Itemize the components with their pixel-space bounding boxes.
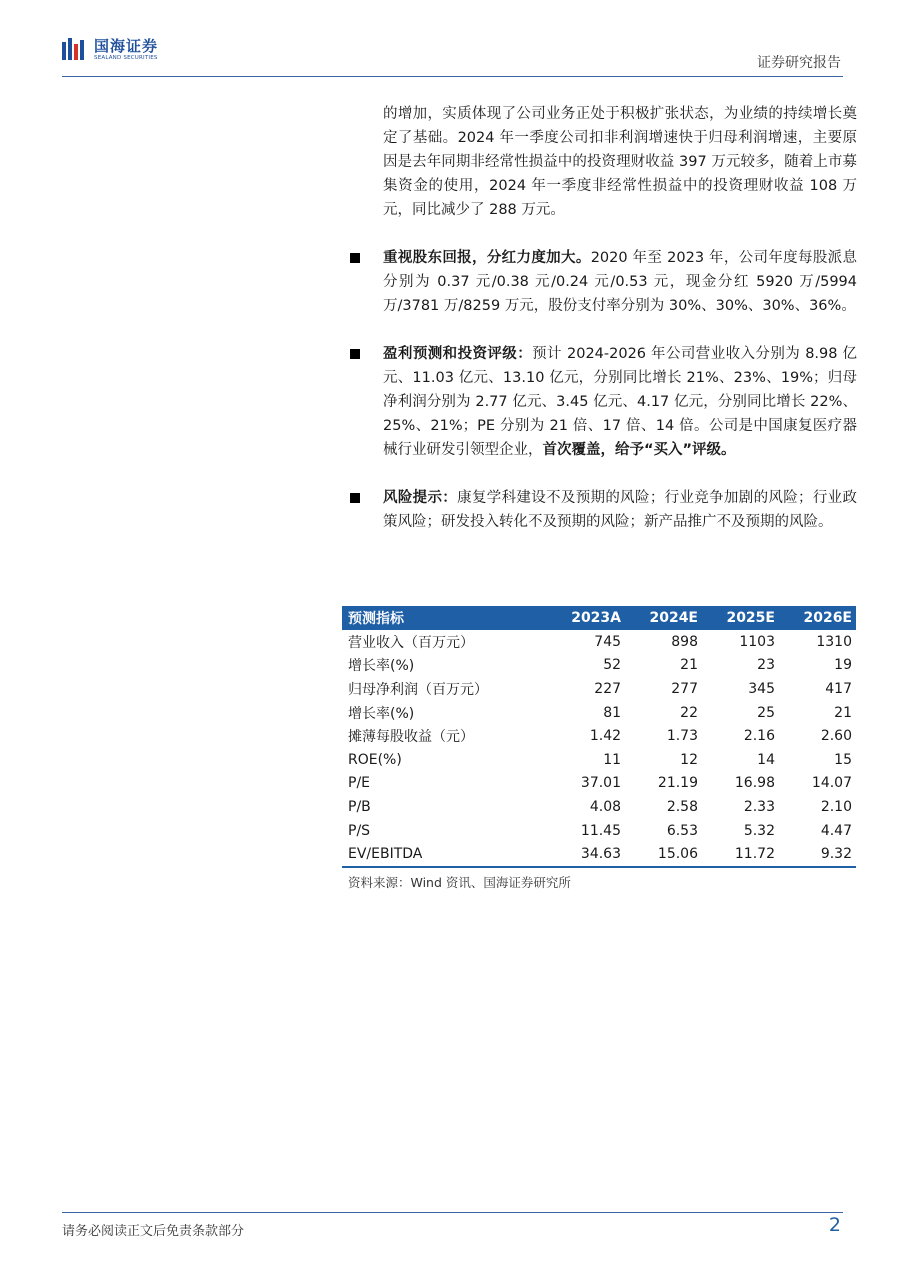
table-cell: 745 [594, 633, 622, 650]
header-cell: 预测指标 [342, 606, 546, 630]
square-bullet-icon [350, 349, 360, 359]
table-cell: 22 [680, 704, 698, 721]
table-cell: 227 [594, 680, 622, 697]
header-cell: 2025E [702, 606, 779, 630]
table-cell: 2.33 [743, 798, 775, 815]
table-cell: 9.32 [779, 842, 856, 867]
bullet-lead: 重视股东回报，分红力度加大。 [383, 250, 591, 266]
bullet-text: 康复学科建设不及预期的风险；行业竞争加剧的风险；行业政策风险；研发投入转化不及预期的风险；新产品推广不及预期的风险。 [383, 490, 858, 530]
table-cell: P/E [348, 775, 371, 792]
table-row [342, 795, 856, 819]
table-cell: 11 [603, 751, 622, 768]
table-row [342, 842, 856, 867]
table-cell: 277 [671, 680, 698, 697]
bullet-text: 预计 2024-2026 年公司营业收入分别为 8.98 亿元、11.03 亿元、13.10 亿元，分别同比增长 21%、23%、19%；归母净利润分别为 2.77 亿元、3.45 亿元、4.17 亿元，分别同比增长 22%、25%、21%；PE 分别为 21 倍、17 倍、14 倍。公司是中国康复医疗器械行业研发引领型企业， [383, 346, 858, 458]
table-row [342, 819, 856, 843]
bullet-risk [383, 486, 857, 534]
table-cell: 21 [680, 657, 698, 674]
table-header-row [342, 606, 856, 630]
header-divider [62, 76, 843, 77]
report-type-title: 证券研究报告 [757, 55, 841, 71]
intro-paragraph: 的增加，实质体现了公司业务正处于积极扩张状态，为业绩的持续增长奠定了基础。2024 年一季度公司扣非利润增速快于归母利润增速，主要原因是去年同期非经常性损益中的投资理财收益 397 万元较多，随着上市募集资金的使用，2024 年一季度非经常性损益中的投资理财收益 108 万元，同比减少了 288 万元。 [383, 106, 857, 218]
table-source-note: 资料来源：Wind 资讯、国海证券研究所 [348, 875, 571, 890]
table-cell: 14.07 [811, 775, 852, 792]
bullet-lead: 风险提示： [383, 490, 458, 506]
table-row [342, 724, 856, 748]
table-cell: 14 [757, 751, 775, 768]
table-cell: ROE(%) [348, 751, 402, 768]
rating-text: 首次覆盖，给予“买入”评级。 [542, 442, 736, 458]
table-cell: 营业收入（百万元） [348, 634, 474, 651]
table-cell: 2.16 [743, 728, 775, 745]
table-cell: 21.19 [657, 775, 698, 792]
table-cell: 25 [757, 704, 775, 721]
table-cell: 6.53 [666, 822, 698, 839]
table-cell: 11.72 [702, 842, 779, 867]
logo-cn-text: 国海证券 [94, 36, 159, 55]
header-cell: 2023A [546, 606, 625, 630]
table-cell: P/B [348, 798, 371, 815]
table-cell: 81 [603, 704, 622, 721]
table-cell: 增长率(%) [348, 705, 415, 722]
table-cell: 1.42 [589, 728, 622, 745]
table-cell: 21 [834, 704, 852, 721]
table-cell: 34.63 [546, 842, 625, 867]
table-cell: 1103 [739, 633, 775, 650]
table-cell: 52 [603, 657, 622, 674]
table-cell: 345 [748, 680, 775, 697]
table-cell: 15.06 [625, 842, 702, 867]
bullet-forecast [383, 342, 857, 462]
table-cell: 2.10 [820, 798, 852, 815]
table-cell: 16.98 [734, 775, 775, 792]
table-row [342, 654, 856, 678]
page-number: 2 [828, 1214, 841, 1236]
bullet-text: 2020 年至 2023 年，公司年度每股派息分别为 0.37 元/0.38 元/0.24 元/0.53 元，现金分红 5920 万/5994 万/3781 万/8259 万元，股份支付率分别为 30%、30%、30%、36%。 [383, 250, 857, 314]
bullet-lead: 盈利预测和投资评级： [383, 346, 533, 362]
table-row [342, 677, 856, 701]
table-cell: 417 [825, 680, 852, 697]
footer-divider [62, 1212, 843, 1213]
table-row [342, 630, 856, 654]
table-cell: P/S [348, 822, 371, 839]
table-cell: 摊薄每股收益（元） [348, 729, 474, 746]
bullet-dividend [383, 246, 857, 318]
table-row [342, 772, 856, 796]
table-cell: EV/EBITDA [342, 842, 546, 867]
header-cell: 2026E [779, 606, 856, 630]
table-row [342, 748, 856, 772]
table-cell: 11.45 [580, 822, 622, 839]
logo-mark-icon [62, 38, 88, 62]
square-bullet-icon [350, 493, 360, 503]
logo-en-text: SEALAND SECURITIES [94, 54, 158, 61]
table-cell: 5.32 [743, 822, 775, 839]
brand-logo [62, 38, 158, 62]
table-cell: 1.73 [666, 728, 698, 745]
table-cell: 15 [834, 751, 852, 768]
header-cell: 2024E [625, 606, 702, 630]
table-cell: 4.47 [820, 822, 852, 839]
footer-disclaimer: 请务必阅读正文后免责条款部分 [62, 1224, 245, 1239]
table-cell: 4.08 [589, 798, 622, 815]
table-cell: 19 [834, 657, 852, 674]
forecast-table [342, 606, 856, 868]
table-cell: 23 [757, 657, 775, 674]
table-cell: 898 [671, 633, 698, 650]
table-cell: 12 [680, 751, 698, 768]
table-cell: 增长率(%) [348, 658, 415, 675]
table-row [342, 701, 856, 725]
table-cell: 2.58 [666, 798, 698, 815]
table-cell: 1310 [816, 633, 852, 650]
table-cell: 37.01 [580, 775, 622, 792]
report-body [383, 102, 857, 534]
square-bullet-icon [350, 253, 360, 263]
table-cell: 2.60 [820, 728, 852, 745]
table-cell: 归母净利润（百万元） [348, 681, 488, 698]
